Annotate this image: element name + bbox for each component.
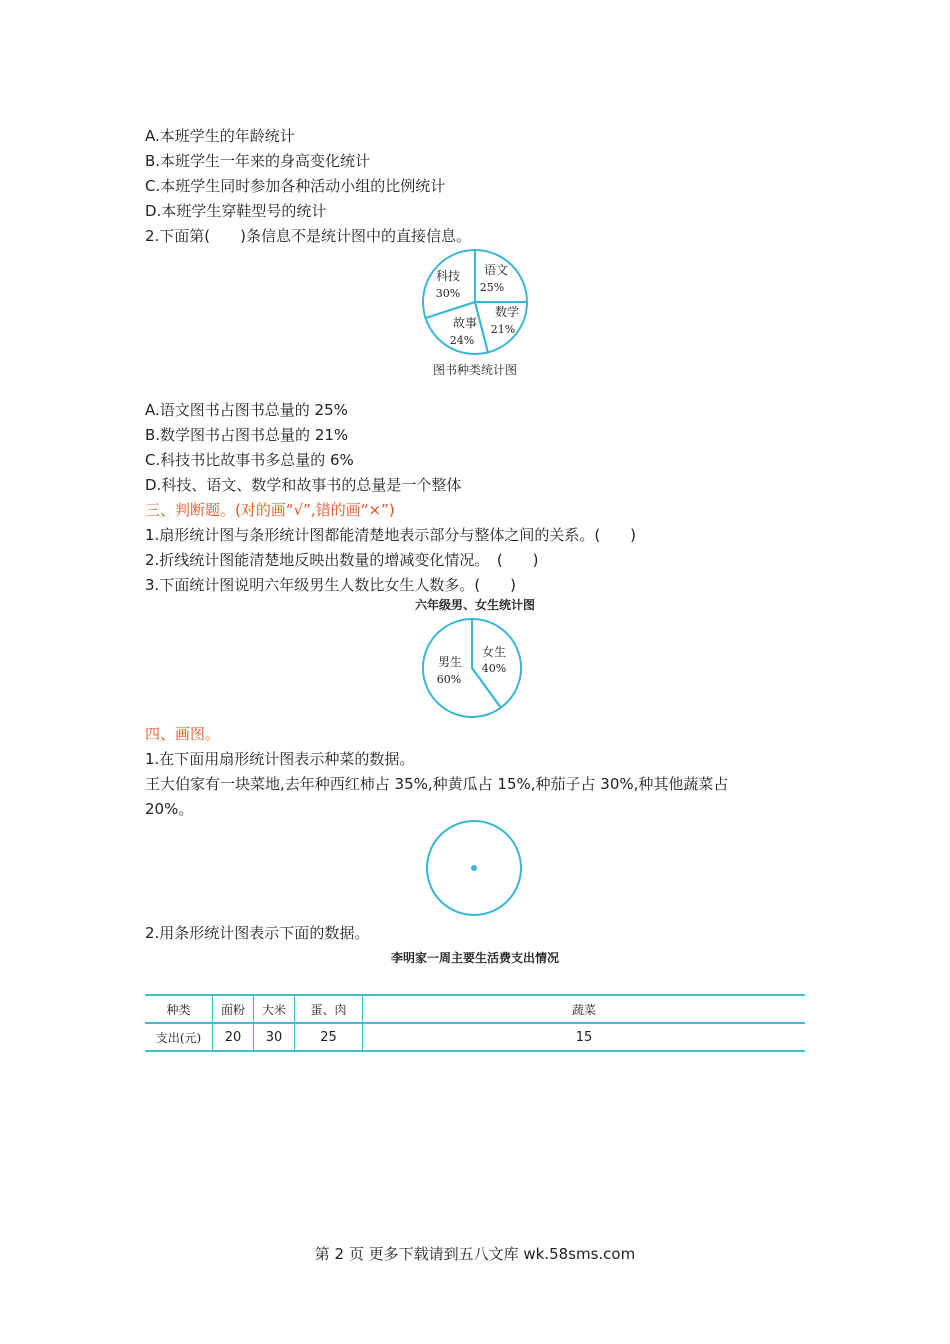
pie1-title: 图书种类统计图: [432, 363, 517, 377]
pie1-label-science: 科技: [435, 269, 461, 283]
pie2-title: 六年级男、女生统计图: [414, 598, 535, 612]
table-header-cell: 蛋、肉: [295, 995, 363, 1023]
table-cell: 支出(元): [145, 1023, 213, 1051]
pie1-label-chinese: 语文: [483, 263, 509, 277]
table-header-cell: 面粉: [213, 995, 254, 1023]
pie2-label-girls: 女生: [481, 645, 507, 659]
q2-stem: 2.下面第( )条信息不是统计图中的直接信息。: [145, 227, 472, 245]
pie1-label-math: 数学: [494, 305, 520, 319]
pie2-label-boys: 男生: [437, 655, 463, 669]
pie1-label-story: 故事: [452, 316, 478, 330]
table-header-row: [145, 995, 805, 1023]
table-title: 李明家一周主要生活费支出情况: [390, 951, 559, 965]
table-cell: 15: [363, 1023, 806, 1051]
page-footer: 第 2 页 更多下载请到五八文库 wk.58sms.com: [314, 1245, 636, 1263]
judge-item-2: 2.折线统计图能清楚地反映出数量的增减变化情况。 ( ): [145, 551, 539, 569]
table-header-cell: 种类: [145, 995, 213, 1023]
expense-table: [145, 994, 805, 1052]
q2-option-b: B.数学图书占图书总量的 21%: [145, 426, 349, 444]
pie1-value-chinese: 25%: [479, 281, 505, 294]
judge-item-1: 1.扇形统计图与条形统计图都能清楚地表示部分与整体之间的关系。( ): [145, 526, 637, 544]
pie1-slice: [423, 250, 475, 318]
pie1-value-math: 21%: [490, 323, 516, 336]
table-header-cell: 蔬菜: [363, 995, 806, 1023]
gender-pie-chart: [418, 614, 526, 722]
q1-option-c: C.本班学生同时参加各种活动小组的比例统计: [145, 177, 446, 195]
q2-option-a: A.语文图书占图书总量的 25%: [145, 401, 348, 419]
q1-option-d: D.本班学生穿鞋型号的统计: [145, 202, 327, 220]
draw-item-1-text-cont: 20%。: [145, 800, 194, 818]
book-pie-chart: [410, 248, 540, 360]
draw-item-1-title: 1.在下面用扇形统计图表示种菜的数据。: [145, 750, 415, 768]
section3-heading: 三、判断题。(对的画“√”,错的画“×”): [145, 501, 395, 519]
table-row: [145, 1023, 805, 1051]
pie2-value-girls: 40%: [481, 662, 507, 675]
table-header-cell: 大米: [254, 995, 295, 1023]
circle-center-dot: [471, 865, 477, 871]
section4-heading: 四、画图。: [145, 725, 221, 743]
table-cell: 20: [213, 1023, 254, 1051]
q2-option-c: C.科技书比故事书多总量的 6%: [145, 451, 354, 469]
pie1-value-story: 24%: [449, 334, 475, 347]
table-cell: 30: [254, 1023, 295, 1051]
blank-circle: [424, 819, 524, 919]
judge-item-3: 3.下面统计图说明六年级男生人数比女生人数多。( ): [145, 576, 517, 594]
pie1-value-science: 30%: [435, 287, 461, 300]
q1-option-a: A.本班学生的年龄统计: [145, 127, 295, 145]
draw-item-1-text: 王大伯家有一块菜地,去年种西红柿占 35%,种黄瓜占 15%,种茄子占 30%,种其他蔬菜占: [145, 775, 729, 793]
draw-item-2-title: 2.用条形统计图表示下面的数据。: [145, 924, 370, 942]
q1-option-b: B.本班学生一年来的身高变化统计: [145, 152, 371, 170]
q2-option-d: D.科技、语文、数学和故事书的总量是一个整体: [145, 476, 462, 494]
pie2-value-boys: 60%: [436, 673, 462, 686]
table-cell: 25: [295, 1023, 363, 1051]
